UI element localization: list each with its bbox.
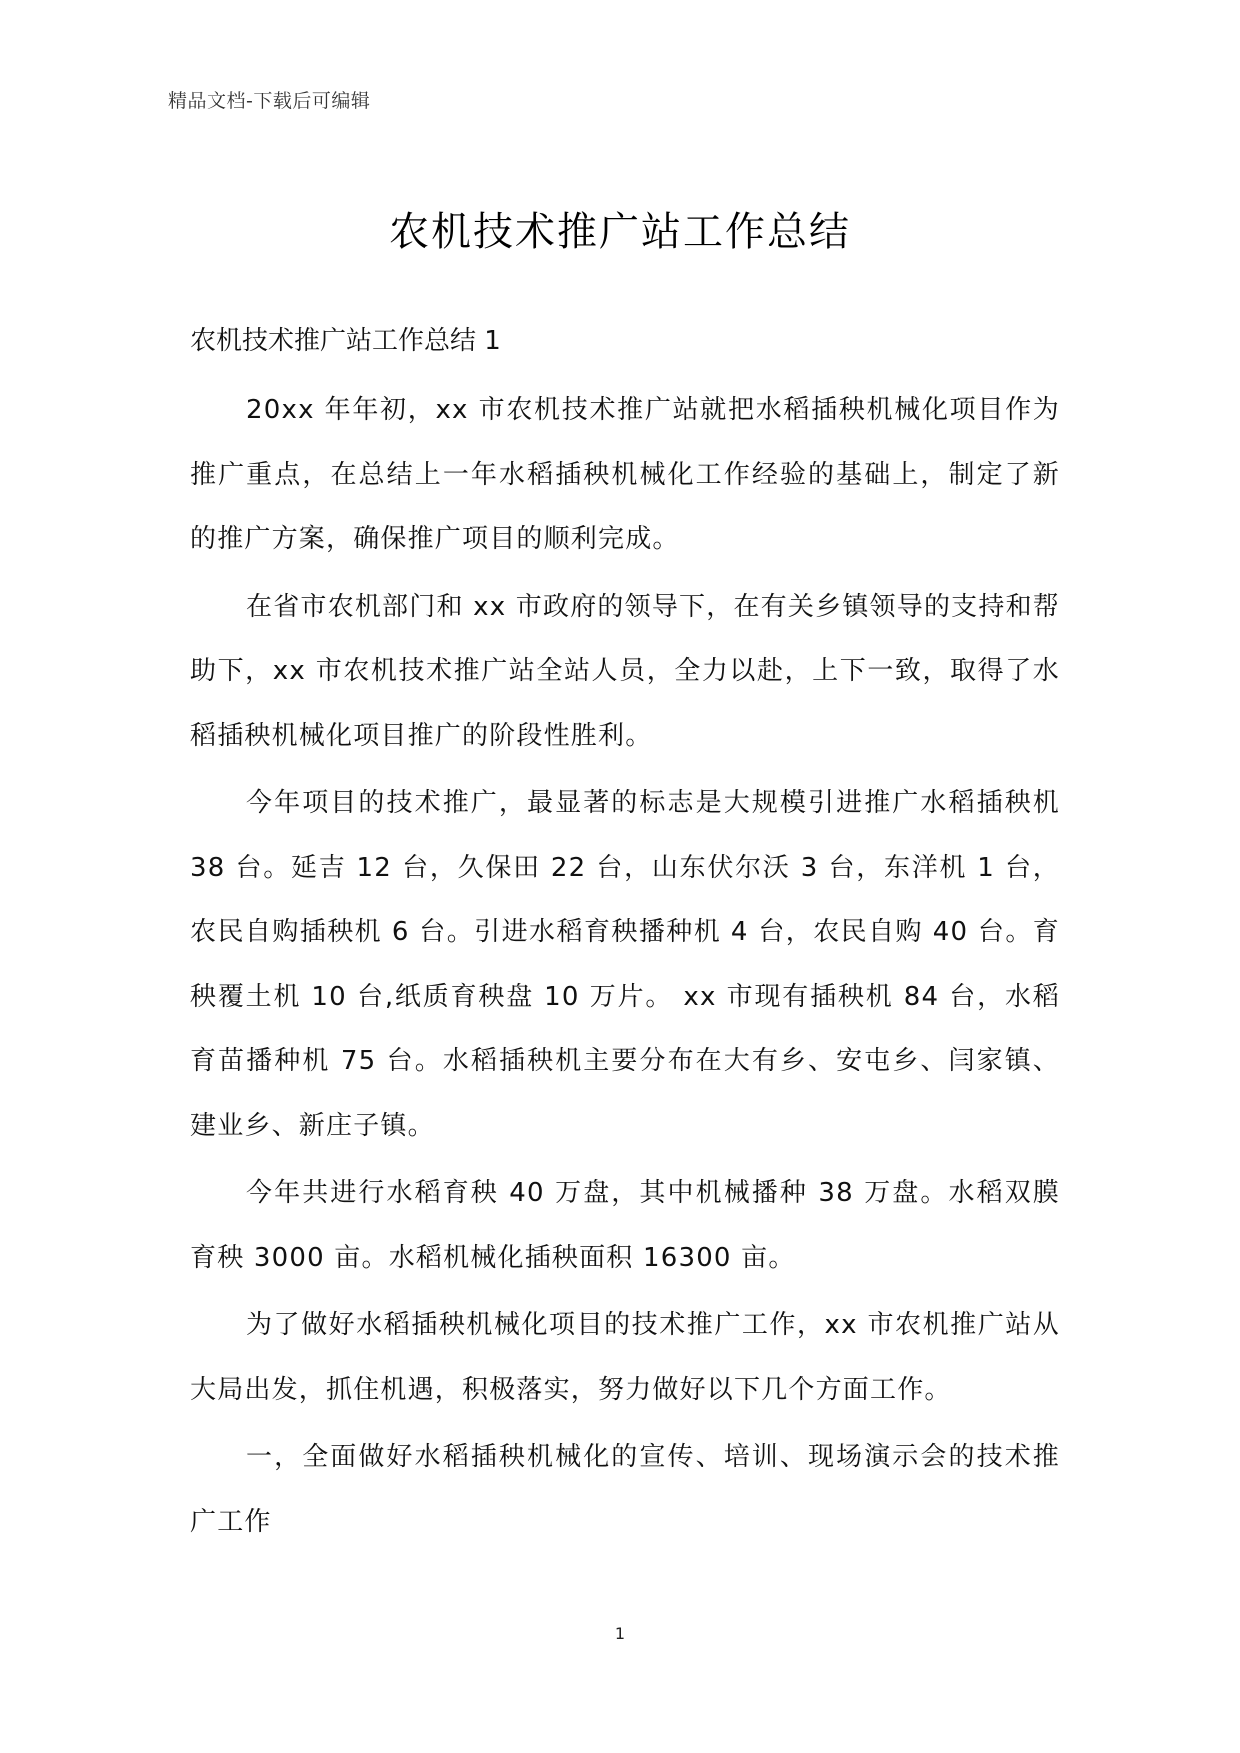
document-title: 农机技术推广站工作总结 [389,209,851,255]
paragraph: 为了做好水稻插秧机械化项目的技术推广工作，xx 市农机推广站从大局出发，抓住机遇，积极落实，努力做好以下几个方面工作。 [190,1310,1060,1405]
paragraph: 在省市农机部门和 xx 市政府的领导下，在有关乡镇领导的支持和帮助下，xx 市农机技术推广站全站人员，全力以赴，上下一致，取得了水稻插秧机械化项目推广的阶段性胜利。 [190,591,1060,751]
paragraph: 今年共进行水稻育秧 40 万盘，其中机械播种 38 万盘。水稻双膜育秧 3000 亩。水稻机械化插秧面积 16300 亩。 [190,1178,1060,1273]
paragraph: 一，全面做好水稻插秧机械化的宣传、培训、现场演示会的技术推广工作 [190,1442,1060,1537]
page-number: 1 [614,1624,626,1643]
paragraph: 今年项目的技术推广，最显著的标志是大规模引进推广水稻插秧机 38 台。延吉 12 台，久保田 22 台，山东伏尔沃 3 台，东洋机 1 台，农民自购插秧机 6 台。引进水稻育秧播种机 4 台，农民自购 40 台。育秧覆土机 10 台,纸质育秧盘 10 万片。 xx 市现有插秧机 84 台，水稻育苗播种机 75 台。水稻插秧机主要分布在大有乡、安屯乡、闫家镇、建业乡、新庄子镇。 [190,788,1060,1141]
section-subtitle: 农机技术推广站工作总结 1 [190,326,501,356]
document-body [190,378,1060,1557]
paragraph: 20xx 年年初，xx 市农机技术推广站就把水稻插秧机械化项目作为推广重点，在总结上一年水稻插秧机械化工作经验的基础上，制定了新的推广方案，确保推广项目的顺利完成。 [190,395,1060,554]
header-note: 精品文档-下载后可编辑 [168,90,371,112]
